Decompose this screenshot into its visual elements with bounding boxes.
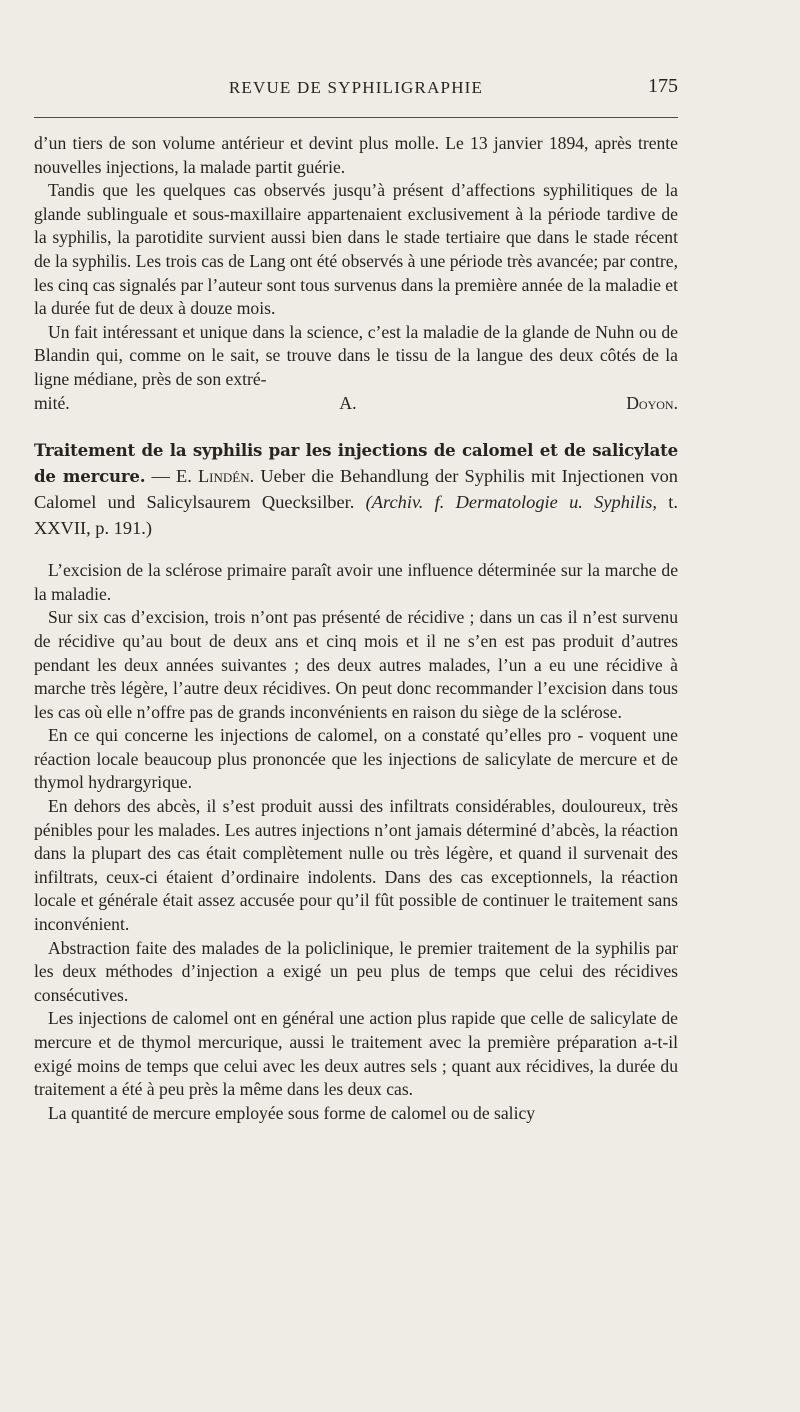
paragraph: Les injections de calomel ont en général une action plus rapide que celle de salicylate de mercure et de thymol mercurique, aussi le traitement avec la première préparation a-t-il exigé moins de temps que celui avec les deux autres sels ; quant aux récidives, la durée du traitement a été à peu près la même dans les deux cas. [34, 1008, 678, 1100]
paragraph: Abstraction faite des malades de la policlinique, le premier traitement de la syphilis par les deux méthodes d’injection a exigé un peu plus de temps que celui des récidives consécutives. [34, 937, 678, 1005]
article-title: Traitement de la syphilis par les injections de calomel et de salicylate de mercure. [34, 440, 678, 487]
header-rule [34, 117, 678, 118]
running-title: REVUE DE SYPHILIGRAPHIE [228, 78, 484, 97]
volume-page: t. XXVII, p. 191.) [34, 492, 679, 539]
article-reference: Ueber die Behandlung der Syphilis mit Injectionen von Calomel und Salicylsaurem Quecksilber. [34, 466, 678, 513]
page-body [34, 132, 678, 1125]
article-heading [34, 437, 678, 541]
paragraph: En dehors des abcès, il s’est produit aussi des infiltrats considérables, douloureux, très pénibles pour les malades. Les autres injections n’ont jamais déterminé d’abcès, la réaction dans la plupart des cas était complètement nulle ou très légère, et quand il survenait des infiltrats, ceux-ci étaient d’ordinaire indolents. Dans des cas exceptionnels, la réaction locale et générale était assez accusée pour qu’il fût possible de continuer le traitement sans inconvénient. [34, 796, 678, 935]
journal-name: (Archiv. f. Dermatologie u. Syphilis, [365, 492, 657, 513]
author-signature: A. Doyon. [339, 392, 678, 413]
paragraph: Un fait intéressant et unique dans la science, c’est la maladie de la glande de Nuhn ou de Blandin qui, comme on le sait, se trouve dans le tissu de la langue des deux côtés de la ligne médiane, près de son extré- [34, 321, 678, 389]
paragraph: d’un tiers de son volume antérieur et devint plus molle. Le 13 janvier 1894, après trente nouvelles injections, la malade partit guérie. [34, 133, 678, 177]
paragraph: Tandis que les quelques cas observés jusqu’à présent d’affections syphilitiques de la glande sublinguale et sous-maxillaire appartenaient exclusivement à la période tardive de la syphilis, la parotidite survient aussi bien dans le stade tertiaire que dans le stade récent de la syphilis. Les trois cas de Lang ont été observés à une période très avancée; par contre, les cinq cas signalés par l’auteur sont tous survenus dans la première année de la maladie et la durée fut de deux à douze mois. [34, 180, 678, 319]
page-header [34, 74, 678, 102]
title-dash: — [151, 466, 170, 487]
paragraph-truncated: La quantité de mercure employée sous forme de calomel ou de salicy [48, 1102, 536, 1123]
page-number: 175 [648, 75, 678, 97]
paragraph-last-line: mité. [34, 392, 70, 413]
paragraph: Sur six cas d’excision, trois n’ont pas présenté de récidive ; dans un cas il n’est survenu de récidive qu’au bout de deux ans et cinq mois et il ne s’en est pas produit d’autres pendant les deux années suivantes ; des deux autres malades, l’un a eu une récidive à marche très légère, l’autre deux récidives. On peut donc recommander l’excision dans tous les cas où elle n’offre pas de grands inconvénients en raison du siège de la sclérose. [34, 607, 678, 722]
paragraph: En ce qui concerne les injections de calomel, on a constaté qu’elles pro - voquent une réaction locale beaucoup plus prononcée que les injections de salicylate de mercure et de thymol hydrargyrique. [34, 725, 678, 793]
article-author: E. Lindén. [176, 466, 255, 487]
paragraph-end-with-signature [34, 392, 678, 416]
paragraph: L’excision de la sclérose primaire paraît avoir une influence déterminée sur la marche de la maladie. [34, 560, 678, 604]
